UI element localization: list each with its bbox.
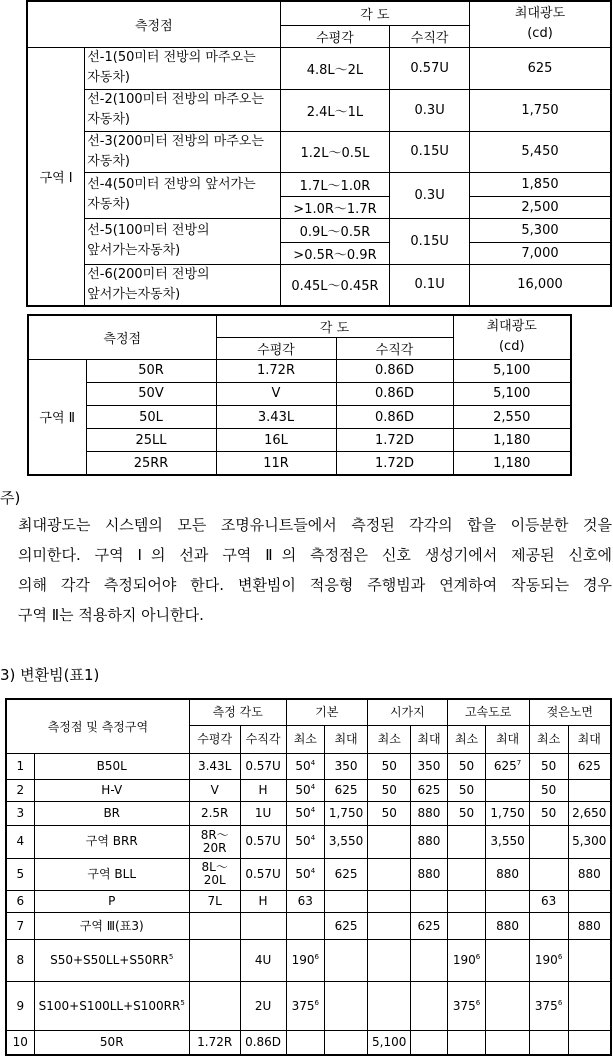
section-title: 3) 변환빔(표1) <box>0 666 100 684</box>
table-cell: 0.3U <box>390 89 470 131</box>
table-cell: 0.9L～0.5R <box>280 218 390 242</box>
table-cell <box>568 1031 611 1055</box>
table-cell: 1,180 <box>453 452 571 475</box>
header-min: 최소 <box>286 725 324 753</box>
table-cell <box>324 982 367 1031</box>
table-cell: 1.72R <box>216 359 336 382</box>
table-cell: H <box>240 891 286 913</box>
table-cell: 0.45L～0.45R <box>280 264 390 306</box>
table-cell: 3,550 <box>324 826 367 858</box>
table-cell: 1,750 <box>470 89 611 131</box>
table-cell: $50^4$ <box>286 801 324 825</box>
table-cell: B50L <box>34 754 189 779</box>
note-line: 의해 각각 측정되어야 한다. 변환빔이 적응형 주행빔과 연계하여 작동되는 경우 <box>18 576 612 594</box>
table-cell <box>324 891 367 913</box>
table-cell: V <box>189 779 240 801</box>
table-cell: 2,650 <box>568 801 611 825</box>
table-cell: 625 <box>324 779 367 801</box>
table-cell <box>324 1031 367 1055</box>
table-cell: 625 <box>411 779 447 801</box>
header-vertical: 수직각 <box>390 25 470 47</box>
table-row <box>6 754 611 779</box>
table-cell: $S50+S50LL+S50RR^5$ <box>34 939 189 982</box>
table-cell <box>568 939 611 982</box>
table-cell <box>368 939 411 982</box>
table-cell: 4U <box>240 939 286 982</box>
table-cell: $375^6$ <box>529 982 568 1031</box>
header-max: 최대 <box>486 725 529 753</box>
table-cell <box>368 913 411 939</box>
row-number: 6 <box>6 891 34 913</box>
table-cell <box>529 1031 568 1055</box>
table-cell: 5,300 <box>470 218 611 242</box>
table-cell: 선-2(100미터 전방의 마주오는 자동차) <box>85 89 280 131</box>
table-cell: 625 <box>411 913 447 939</box>
table-cell: 63 <box>529 891 568 913</box>
table-cell: 1U <box>240 801 286 825</box>
row-number: 5 <box>6 858 34 890</box>
table-zone2 <box>27 314 572 476</box>
table-cell: 8R～20R <box>189 826 240 858</box>
table-cell: 50 <box>529 801 568 825</box>
table-cell <box>324 939 367 982</box>
table-row <box>6 982 611 1031</box>
header-angle: 각 도 <box>216 315 453 337</box>
table-cell: $375^6$ <box>286 982 324 1031</box>
table-cell: 1,750 <box>486 801 529 825</box>
table-cell: 50 <box>368 779 411 801</box>
table-cell: 2,500 <box>470 196 611 218</box>
table-cell <box>189 939 240 982</box>
table-row <box>6 801 611 825</box>
row-number: 4 <box>6 826 34 858</box>
table-cell: 50 <box>529 754 568 779</box>
header-city: 시가지 <box>368 699 447 725</box>
table-cell: 3.43L <box>189 754 240 779</box>
table-cell: 2U <box>240 982 286 1031</box>
table-cell <box>286 1031 324 1055</box>
table-cell <box>486 982 529 1031</box>
row-number: 10 <box>6 1031 34 1055</box>
table-cell: 0.15U <box>390 218 470 264</box>
header-max-intensity: 최대광도 (cd) <box>470 1 611 47</box>
table-cell <box>568 891 611 913</box>
header-angle: 각 도 <box>280 1 469 25</box>
table-cell: 880 <box>568 913 611 939</box>
table-cell <box>411 982 447 1031</box>
table-cell: 16,000 <box>470 264 611 306</box>
table-cell: 50R <box>34 1031 189 1055</box>
table-cell <box>447 913 486 939</box>
table-cell: 0.57U <box>240 858 286 890</box>
header-vertical: 수직각 <box>336 337 453 359</box>
table-cell <box>529 826 568 858</box>
table-cell: 880 <box>411 801 447 825</box>
table-cell: 50V <box>86 382 216 405</box>
table-cell: P <box>34 891 189 913</box>
table-cell: $50^4$ <box>286 754 324 779</box>
header-max: 최대 <box>568 725 611 753</box>
table-cell: 1,180 <box>453 429 571 452</box>
table-cell: H-V <box>34 779 189 801</box>
table-cell: 7L <box>189 891 240 913</box>
table-cell: 1,750 <box>324 801 367 825</box>
note-line: 의미한다. 구역 Ⅰ의 선과 구역 Ⅱ의 측정점은 신호 생성기에서 제공된 신호에 <box>18 546 612 564</box>
table-cell: 0.57U <box>240 754 286 779</box>
table-cell: 50 <box>447 801 486 825</box>
table-cell <box>411 939 447 982</box>
row-number: 9 <box>6 982 34 1031</box>
table-cell: 50 <box>447 779 486 801</box>
header-highway: 고속도로 <box>447 699 529 725</box>
table-cell: 5,300 <box>568 826 611 858</box>
table-cell <box>447 1031 486 1055</box>
table-cell <box>240 913 286 939</box>
table-cell: 1.72D <box>336 452 453 475</box>
table-cell: 350 <box>324 754 367 779</box>
table-cell: 3,550 <box>486 826 529 858</box>
table-cell <box>189 913 240 939</box>
table-cell: H <box>240 779 286 801</box>
table-cell: $50^4$ <box>286 858 324 890</box>
header-max-intensity: 최대광도 (cd) <box>453 315 571 359</box>
header-max: 최대 <box>411 725 447 753</box>
table-cell: 0.15U <box>390 131 470 172</box>
table-cell: $190^6$ <box>286 939 324 982</box>
table-cell: 1.72D <box>336 429 453 452</box>
table-cell <box>486 779 529 801</box>
table-cell: 5,450 <box>470 131 611 172</box>
table-cell: 선-5(100미터 전방의 앞서가는자동차) <box>85 218 280 264</box>
table-cell <box>286 913 324 939</box>
table-cell: 25RR <box>86 452 216 475</box>
table-row <box>6 913 611 939</box>
table-cell: 0.57U <box>390 47 470 89</box>
table-cell: 50L <box>86 406 216 429</box>
note-line: 최대광도는 시스템의 모든 조명유니트들에서 측정된 각각의 합을 이등분한 것을 <box>18 516 612 534</box>
table-cell: 880 <box>411 826 447 858</box>
row-number: 1 <box>6 754 34 779</box>
table-cell: 선-4(50미터 전방의 앞서가는 자동차) <box>85 172 280 218</box>
table-row <box>6 891 611 913</box>
table-cell: 선-1(50미터 전방의 마주오는 자동차) <box>85 47 280 89</box>
table-cell: 0.3U <box>390 172 470 218</box>
table-cell: >1.0R～1.7R <box>280 196 390 218</box>
note-paragraph <box>18 510 612 630</box>
table-cell: 구역 BLL <box>34 858 189 890</box>
table-cell: 50R <box>86 359 216 382</box>
header-point: 측정점 <box>27 1 280 47</box>
table-cell: 350 <box>411 754 447 779</box>
table-cell: 50 <box>447 754 486 779</box>
table-cell: 선-6(200미터 전방의 앞서가는자동차) <box>85 264 280 306</box>
table-cell <box>486 939 529 982</box>
table-cell: 63 <box>286 891 324 913</box>
table-cell: 11R <box>216 452 336 475</box>
header-point: 측정점 및 측정구역 <box>6 699 189 754</box>
table-cell <box>529 913 568 939</box>
header-min: 최소 <box>368 725 411 753</box>
table-cell: 0.86D <box>336 359 453 382</box>
table-cell: 0.86D <box>240 1031 286 1055</box>
row-number: 7 <box>6 913 34 939</box>
table-cell: $190^6$ <box>447 939 486 982</box>
table-cell: 2,550 <box>453 406 571 429</box>
table-cell: 5,100 <box>368 1031 411 1055</box>
table-cell: $625^7$ <box>486 754 529 779</box>
table-cell: 4.8L～2L <box>280 47 390 89</box>
table-cell: 16L <box>216 429 336 452</box>
header-horizontal: 수평각 <box>189 725 240 753</box>
table-row <box>6 939 611 982</box>
table-cell: 50 <box>368 754 411 779</box>
table-cell <box>411 1031 447 1055</box>
table-cell: 0.57U <box>240 826 286 858</box>
row-number: 3 <box>6 801 34 825</box>
table-cell <box>368 826 411 858</box>
table-cell <box>368 858 411 890</box>
header-horizontal: 수평각 <box>280 25 390 47</box>
table-cell <box>189 982 240 1031</box>
row-number: 2 <box>6 779 34 801</box>
table-cell <box>568 779 611 801</box>
table-cell: 880 <box>486 858 529 890</box>
table-cell: 2.4L～1L <box>280 89 390 131</box>
table-cell: 625 <box>324 858 367 890</box>
header-point: 측정점 <box>28 315 216 359</box>
table-cell: 구역 Ⅲ(표3) <box>34 913 189 939</box>
table-cell: 5,100 <box>453 359 571 382</box>
zone-label: 구역 Ⅱ <box>28 359 86 475</box>
table-cell: >0.5R～0.9R <box>280 242 390 264</box>
note-heading: 주) <box>0 489 21 507</box>
table-cell: 880 <box>411 858 447 890</box>
table-cell <box>486 891 529 913</box>
table-cell: $50^4$ <box>286 779 324 801</box>
table-cell: 8L～20L <box>189 858 240 890</box>
table-cell: 0.86D <box>336 382 453 405</box>
table-cell: $S100+S100LL+S100RR^5$ <box>34 982 189 1031</box>
table-cell: 625 <box>470 47 611 89</box>
table-cell: 0.1U <box>390 264 470 306</box>
table-passing-beam <box>5 698 612 1056</box>
table-cell: 5,100 <box>453 382 571 405</box>
header-angle: 측정 각도 <box>189 699 286 725</box>
table-cell <box>447 826 486 858</box>
table-cell <box>447 858 486 890</box>
table-row <box>6 779 611 801</box>
table-cell: 1.72R <box>189 1031 240 1055</box>
header-max: 최대 <box>324 725 367 753</box>
table-row <box>6 858 611 890</box>
table-cell: $50^4$ <box>286 826 324 858</box>
table-cell <box>368 891 411 913</box>
header-basic: 기본 <box>286 699 368 725</box>
header-min: 최소 <box>447 725 486 753</box>
table-cell: 1,850 <box>470 172 611 196</box>
table-cell: 50 <box>368 801 411 825</box>
header-horizontal: 수평각 <box>216 337 336 359</box>
table-zone1 <box>26 0 612 307</box>
note-line: 구역 Ⅱ는 적용하지 아니한다. <box>18 606 204 624</box>
row-number: 8 <box>6 939 34 982</box>
table-cell <box>529 858 568 890</box>
table-cell <box>411 891 447 913</box>
table-cell <box>486 1031 529 1055</box>
table-cell: 7,000 <box>470 242 611 264</box>
table-cell: 선-3(200미터 전방의 마주오는 자동차) <box>85 131 280 172</box>
table-row <box>6 826 611 858</box>
table-cell: 구역 BRR <box>34 826 189 858</box>
table-cell: 625 <box>324 913 367 939</box>
header-wet-road: 젖은노면 <box>529 699 611 725</box>
table-cell: $375^6$ <box>447 982 486 1031</box>
table-cell: 1.2L～0.5L <box>280 131 390 172</box>
header-vertical: 수직각 <box>240 725 286 753</box>
table-cell: V <box>216 382 336 405</box>
table-cell <box>447 891 486 913</box>
table-cell: 880 <box>568 858 611 890</box>
table-cell <box>368 982 411 1031</box>
table-row <box>6 1031 611 1055</box>
table-cell: 880 <box>486 913 529 939</box>
table-cell: BR <box>34 801 189 825</box>
table-cell: 0.86D <box>336 406 453 429</box>
table-cell: 625 <box>568 754 611 779</box>
table-cell: 25LL <box>86 429 216 452</box>
table-cell: 3.43L <box>216 406 336 429</box>
table-cell: 2.5R <box>189 801 240 825</box>
table-cell: $190^6$ <box>529 939 568 982</box>
table-cell: 1.7L～1.0R <box>280 172 390 196</box>
table-cell: 50 <box>529 779 568 801</box>
header-min: 최소 <box>529 725 568 753</box>
table-cell <box>568 982 611 1031</box>
zone-label: 구역 Ⅰ <box>27 47 85 306</box>
